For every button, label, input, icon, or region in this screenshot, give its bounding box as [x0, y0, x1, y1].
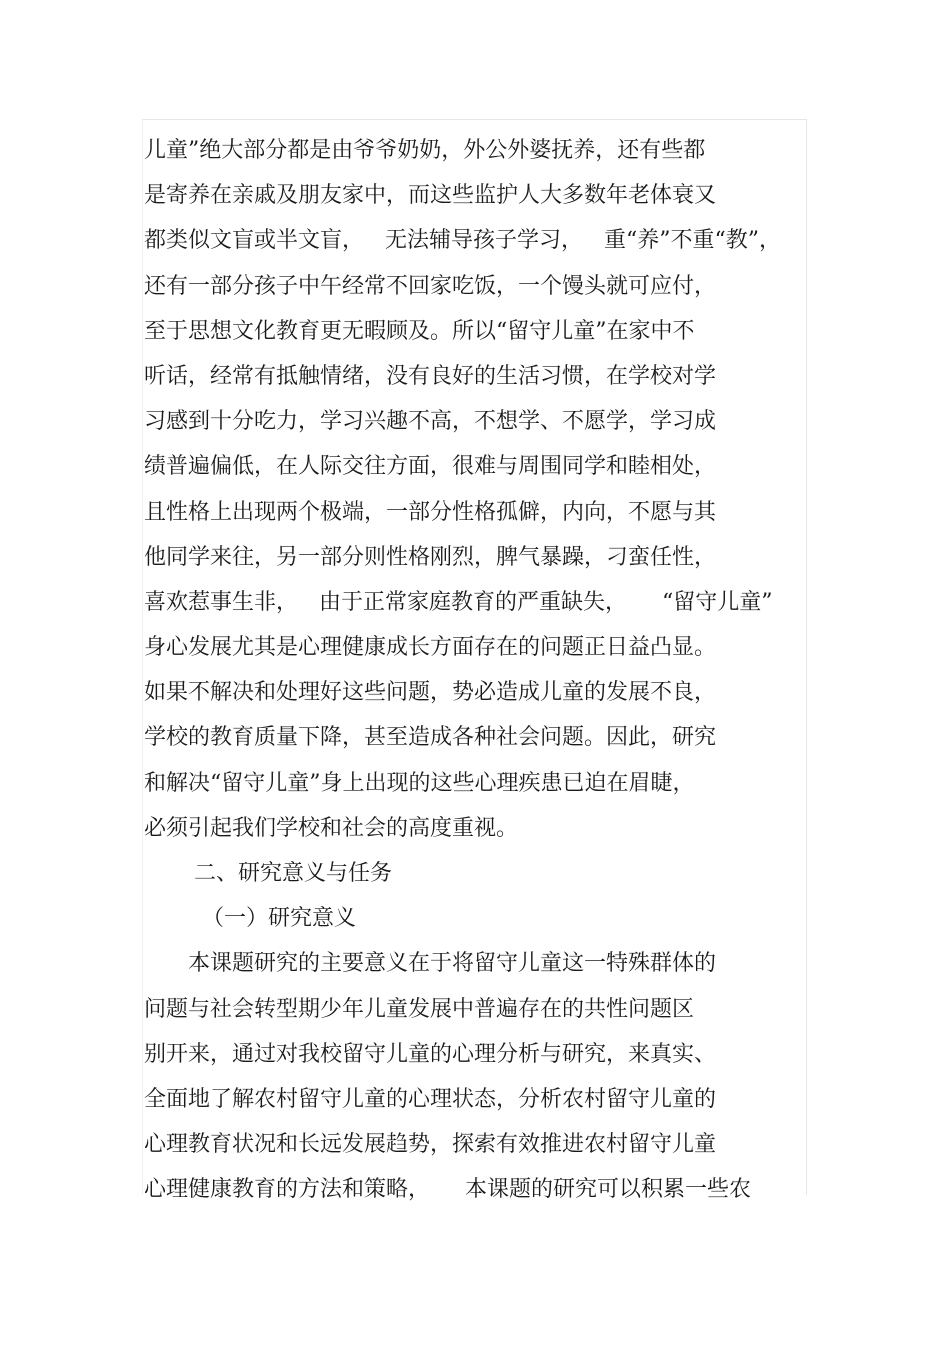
- body-line: 儿童”绝大部分都是由爷爷奶奶，外公外婆抚养，还有些都: [144, 138, 706, 163]
- subsection-heading: （一）研究意义: [202, 906, 357, 932]
- body-line: 至于思想文化教育更无暇顾及。所以“留守儿童”在家中不: [144, 318, 695, 344]
- body-line: 他同学来往，另一部分则性格刚烈，脾气暴躁，刁蛮任性，: [144, 544, 717, 570]
- body-line: 必须引起我们学校和社会的高度重视。: [144, 815, 519, 841]
- body-line: 本课题研究的主要意义在于将留守儿童这一特殊群体的: [188, 951, 717, 977]
- document-body: [144, 128, 824, 1213]
- body-line: 心理教育状况和长远发展趋势，探索有效推进农村留守儿童: [144, 1132, 717, 1158]
- body-line: 问题与社会转型期少年儿童发展中普遍存在的共性问题区: [144, 996, 695, 1022]
- body-line: 如果不解决和处理好这些问题，势必造成儿童的发展不良，: [144, 680, 717, 706]
- body-line: 和解决“留守儿童”身上出现的这些心理疾患已迫在眉睫，: [144, 770, 695, 796]
- body-line: 绩普遍偏低，在人际交往方面，很难与周围同学和睦相处，: [144, 454, 717, 480]
- body-line: 还有一部分孩子中午经常不回家吃饭，一个馒头就可应付，: [144, 273, 717, 299]
- body-line: 别开来，通过对我校留守儿童的心理分析与研究，来真实、: [144, 1041, 717, 1067]
- body-line: 学校的教育质量下降，甚至造成各种社会问题。因此，研究: [144, 725, 717, 751]
- body-line: 都类似文盲或半文盲， 无法辅导孩子学习， 重“养”不重“教”，: [144, 228, 781, 254]
- body-line: 听话，经常有抵触情绪，没有良好的生活习惯，在学校对学: [144, 363, 717, 389]
- section-heading: 二、研究意义与任务: [194, 861, 393, 886]
- body-line: 是寄养在亲戚及朋友家中，而这些监护人大多数年老体衰又: [144, 183, 717, 209]
- body-line: 且性格上出现两个极端，一部分性格孤僻，内向，不愿与其: [144, 499, 717, 525]
- body-line: 习感到十分吃力，学习兴趣不高，不想学、不愿学，学习成: [144, 409, 717, 435]
- body-line: 喜欢惹事生非， 由于正常家庭教育的严重缺失， “留守儿童”: [144, 589, 773, 615]
- body-line: 全面地了解农村留守儿童的心理状态，分析农村留守儿童的: [144, 1086, 717, 1112]
- body-line: 心理健康教育的方法和策略， 本课题的研究可以积累一些农: [144, 1177, 751, 1203]
- body-line: 身心发展尤其是心理健康成长方面存在的问题正日益凸显。: [144, 635, 717, 661]
